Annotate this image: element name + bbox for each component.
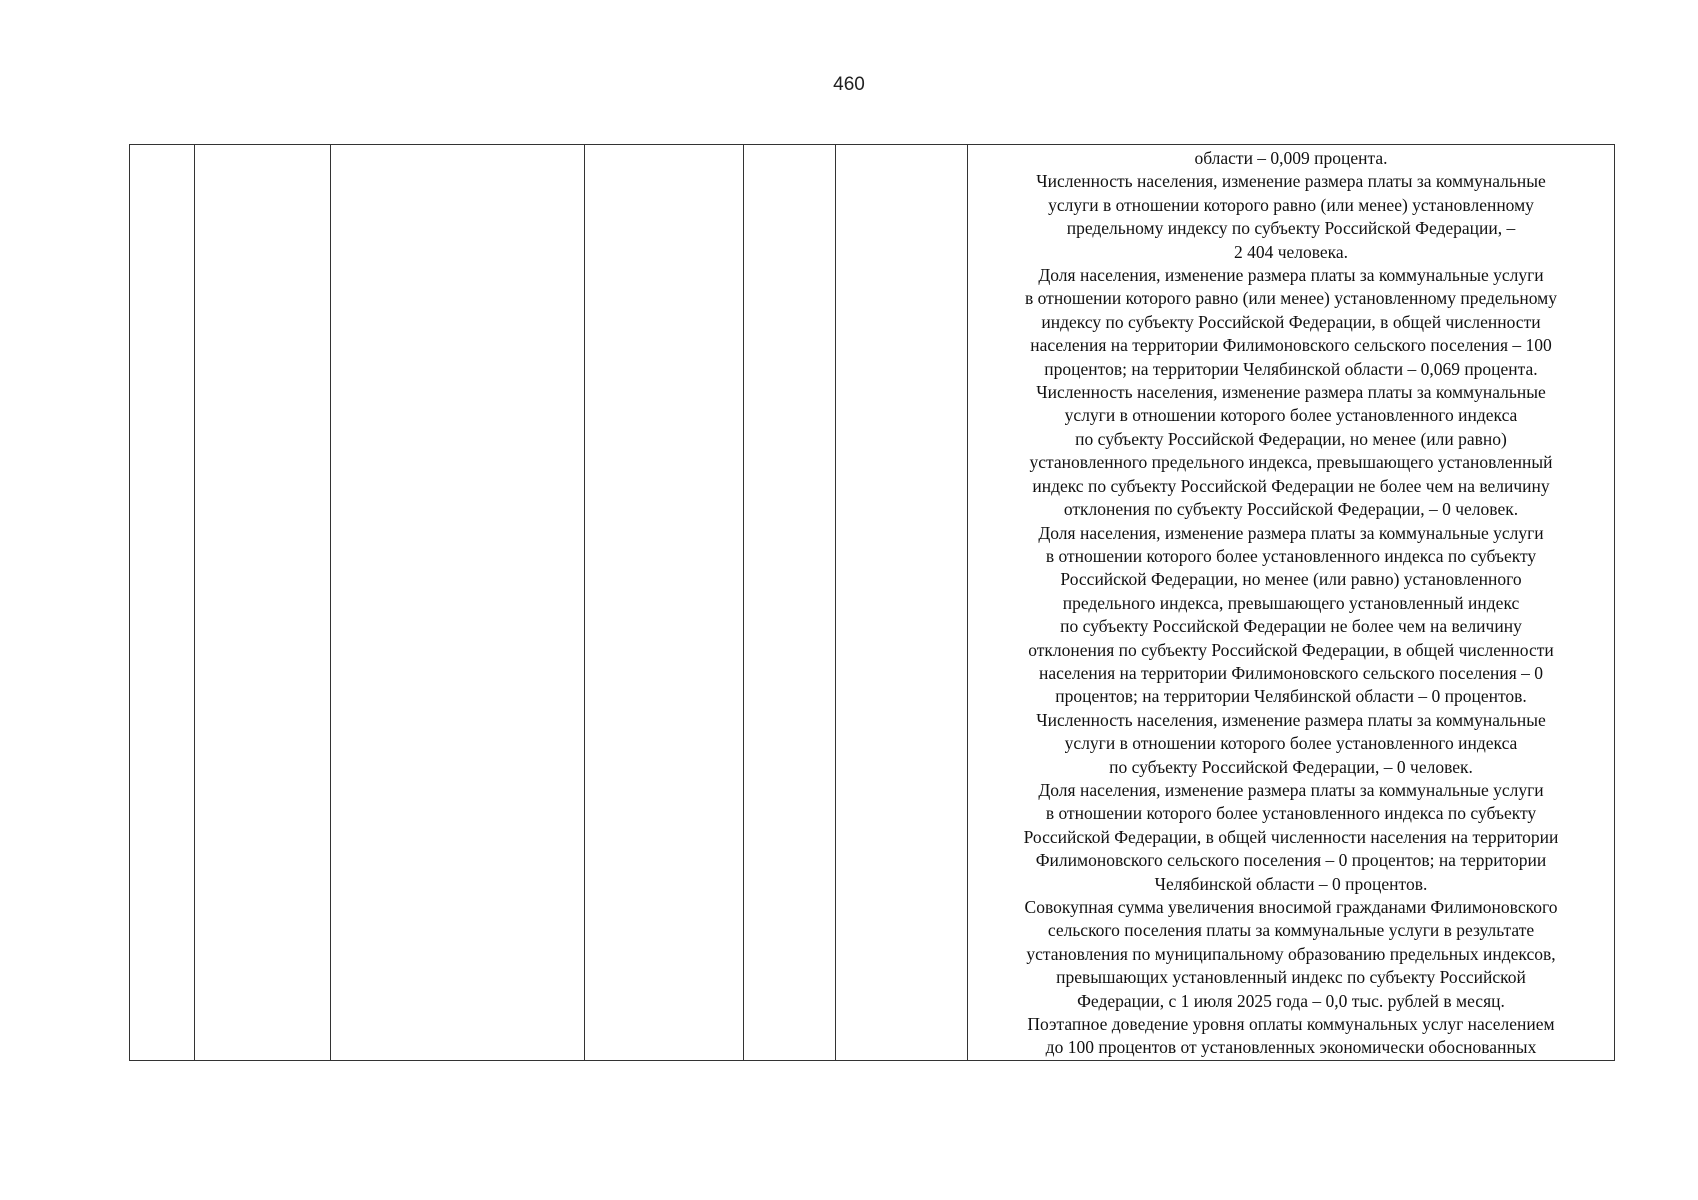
description-line: по субъекту Российской Федерации не более чем на величину [1060,616,1522,637]
description-line: населения на территории Филимоновского сельского поселения – 100 [1030,335,1552,356]
description-text [968,145,1614,1060]
description-line: услуги в отношении которого более установленного индекса [1064,405,1518,426]
description-line: 2 404 человека. [1233,241,1349,262]
description-line: индексу по субъекту Российской Федерации, в общей численности [1041,311,1541,332]
description-line: Федерации, с 1 июля 2025 года – 0,0 тыс. рублей в месяц. [1077,990,1505,1011]
description-line: области – 0,009 процента. [1194,148,1388,168]
description-line: процентов; на территории Челябинской области – 0 процентов. [1055,686,1527,707]
description-line: в отношении которого равно (или менее) установленному предельному [1025,288,1557,309]
table-cell-col-1 [130,145,195,1061]
description-line: Филимоновского сельского поселения – 0 процентов; на территории [1035,850,1547,871]
table-cell-col-4 [585,145,744,1061]
table-row [130,145,1615,1061]
description-line: отклонения по субъекту Российской Федерации, в общей численности [1028,639,1554,660]
description-line: процентов; на территории Челябинской области – 0,069 процента. [1044,358,1538,379]
description-line: до 100 процентов от установленных экономически обоснованных [1045,1037,1537,1058]
description-line: Российской Федерации, в общей численности населения на территории [1023,826,1559,847]
description-line: Челябинской области – 0 процентов. [1154,873,1428,894]
table-cell-col-6 [836,145,968,1061]
description-line: Поэтапное доведение уровня оплаты коммунальных услуг населением [1027,1014,1555,1035]
description-line: отклонения по субъекту Российской Федерации, – 0 человек. [1063,499,1519,520]
description-line: сельского поселения платы за коммунальные услуги в результате [1047,920,1535,941]
description-line: Численность населения, изменение размера платы за коммунальные [1036,171,1546,192]
description-line: Численность населения, изменение размера платы за коммунальные [1036,382,1546,403]
description-line: услуги в отношении которого равно (или менее) установленному [1048,194,1534,215]
table-cell-col-3 [331,145,585,1061]
description-line: предельного индекса, превышающего установленный индекс [1062,592,1520,613]
description-line: установленного предельного индекса, превышающего установленный [1029,452,1553,473]
description-line: Доля населения, изменение размера платы за коммунальные услуги [1038,779,1544,800]
description-line: установления по муниципальному образованию предельных индексов, [1026,943,1556,964]
table-cell-col-5 [744,145,836,1061]
description-line: по субъекту Российской Федерации, но менее (или равно) [1075,428,1507,449]
description-line: превышающих установленный индекс по субъекту Российской [1056,967,1526,988]
table-cell-col-2 [195,145,331,1061]
description-line: в отношении которого более установленного индекса по субъекту [1045,545,1537,566]
document-table [129,144,1615,1061]
description-line: Российской Федерации, но менее (или равно) установленного [1060,569,1522,590]
table-cell-description [968,145,1615,1061]
description-line: Совокупная сумма увеличения вносимой гражданами Филимоновского [1024,897,1558,917]
description-line: населения на территории Филимоновского сельского поселения – 0 [1038,662,1544,683]
description-line: Численность населения, изменение размера платы за коммунальные [1036,709,1546,730]
description-line: предельному индексу по субъекту Российской Федерации, – [1066,218,1516,239]
description-line: в отношении которого более установленного индекса по субъекту [1045,803,1537,824]
description-line: услуги в отношении которого более установленного индекса [1064,733,1518,754]
description-line: индекс по субъекту Российской Федерации не более чем на величину [1032,475,1550,496]
description-line: Доля населения, изменение размера платы за коммунальные услуги [1038,522,1544,543]
description-line: Доля населения, изменение размера платы за коммунальные услуги [1038,265,1544,286]
description-line: по субъекту Российской Федерации, – 0 человек. [1109,756,1473,777]
page-number: 460 [833,74,865,95]
